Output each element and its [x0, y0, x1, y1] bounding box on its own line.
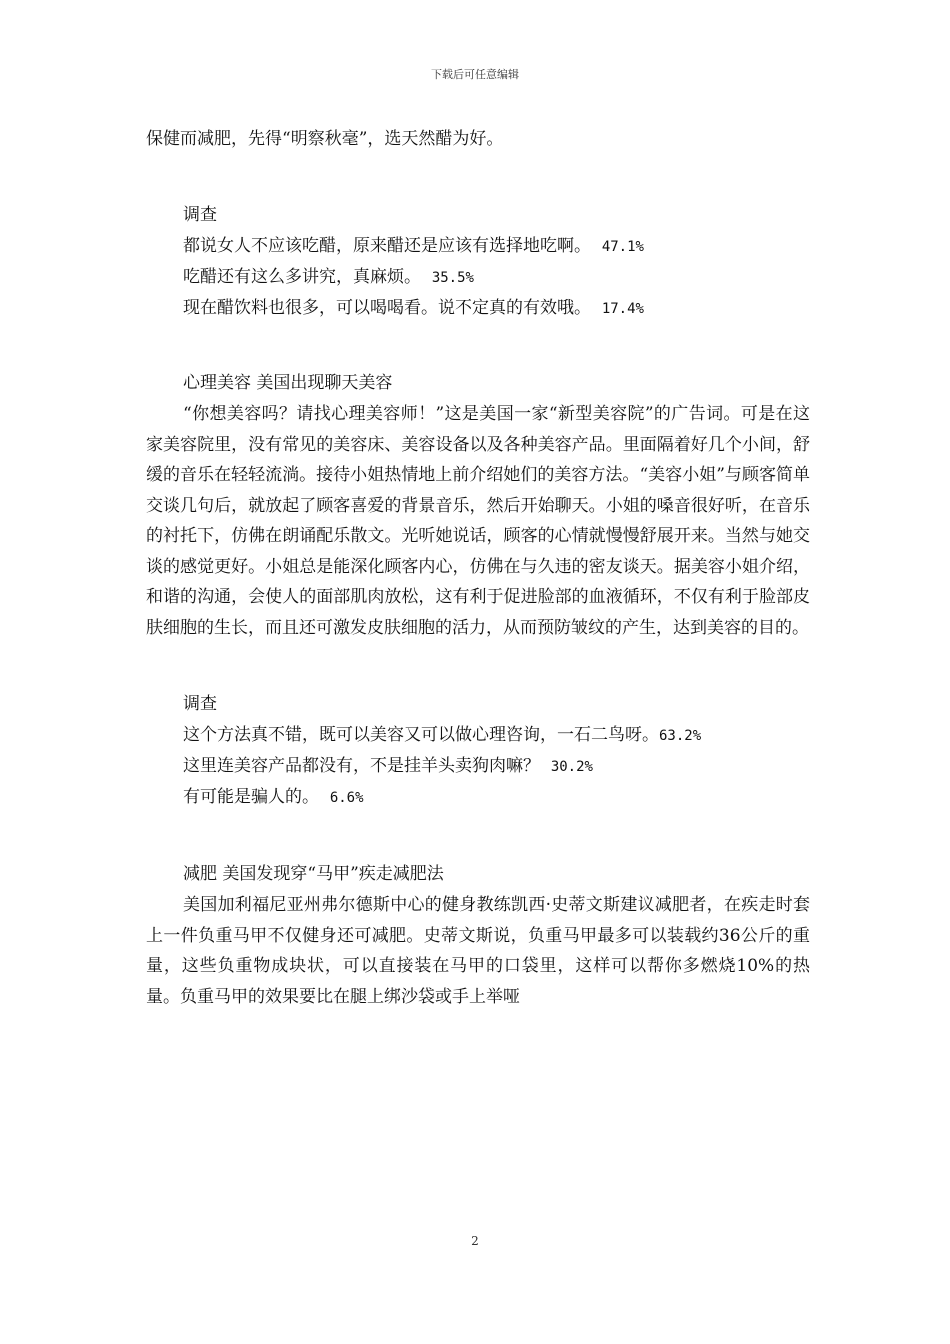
page-number: 2 [471, 1234, 479, 1248]
survey-1 [146, 200, 810, 324]
survey-1-item [146, 293, 810, 324]
survey-2-item-text: 有可能是骗人的。 [183, 787, 319, 807]
section-2-paragraph: “你想美容吗？请找心理美容师！”这是美国一家“新型美容院”的广告词。可是在这家美容院里，没有常见的美容床、美容设备以及各种美容产品。里面隔着好几个小间，舒缓的音乐在轻轻流淌。接待小姐热情地上前介绍她们的美容方法。“美容小姐”与顾客简单交谈几句后，就放起了顾客喜爱的背景音乐，然后开始聊天。小姐的嗓音很好听，在音乐的衬托下，仿佛在朗诵配乐散文。光听她说话，顾客的心情就慢慢舒展开来。当然与她交谈的感觉更好。小姐总是能深化顾客内心，仿佛在与久违的密友谈天。据美容小姐介绍，和谐的沟通，会使人的面部肌肉放松，这有利于促进脸部的血液循环，不仅有利于脸部皮肤细胞的生长，而且还可激发皮肤细胞的活力，从而预防皱纹的产生，达到美容的目的。 [146, 404, 810, 638]
survey-1-item-text: 吃醋还有这么多讲究，真麻烦。 [183, 267, 421, 287]
survey-1-item [146, 262, 810, 293]
intro-line: 保健而减肥，先得“明察秋毫”，选天然醋为好。 [146, 129, 504, 149]
survey-2-item-percent: 30.2% [550, 759, 593, 775]
section-3-paragraph: 美国加利福尼亚州弗尔德斯中心的健身教练凯西·史蒂文斯建议减肥者，在疾走时套上一件负重马甲不仅健身还可减肥。史蒂文斯说，负重马甲最多可以装载约36公斤的重量，这些负重物成块状，可以直接装在马甲的口袋里，这样可以帮你多燃烧10%的热量。负重马甲的效果要比在腿上绑沙袋或手上举哑 [146, 895, 810, 1007]
survey-2-item [146, 720, 810, 751]
survey-2-item [146, 751, 810, 782]
survey-2 [146, 689, 810, 813]
survey-1-item [146, 231, 810, 262]
document-body [146, 124, 810, 1012]
survey-1-item-percent: 17.4% [601, 301, 644, 317]
survey-2-item-percent: 63.2% [659, 728, 702, 744]
survey-2-item-text: 这里连美容产品都没有，不是挂羊头卖狗肉嘛？ [183, 756, 540, 776]
survey-1-item-percent: 35.5% [431, 270, 474, 286]
section-3-title: 减肥 美国发现穿“马甲”疾走减肥法 [183, 864, 444, 884]
section-psychological-beauty [146, 368, 810, 643]
survey-1-item-text: 都说女人不应该吃醋，原来醋还是应该有选择地吃啊。 [183, 236, 591, 256]
survey-2-item-percent: 6.6% [329, 790, 364, 806]
survey-1-item-text: 现在醋饮料也很多，可以喝喝看。说不定真的有效哦。 [183, 298, 591, 318]
page-header: 下载后可任意编辑 [431, 68, 519, 81]
survey-1-item-percent: 47.1% [601, 239, 644, 255]
survey-2-item-text: 这个方法真不错，既可以美容又可以做心理咨询，一石二鸟呀。 [183, 725, 659, 745]
survey-2-title: 调查 [183, 694, 217, 714]
section-2-title: 心理美容 美国出现聊天美容 [183, 373, 393, 393]
survey-2-item [146, 782, 810, 813]
section-weight-loss [146, 859, 810, 1012]
survey-1-title: 调查 [183, 205, 217, 225]
